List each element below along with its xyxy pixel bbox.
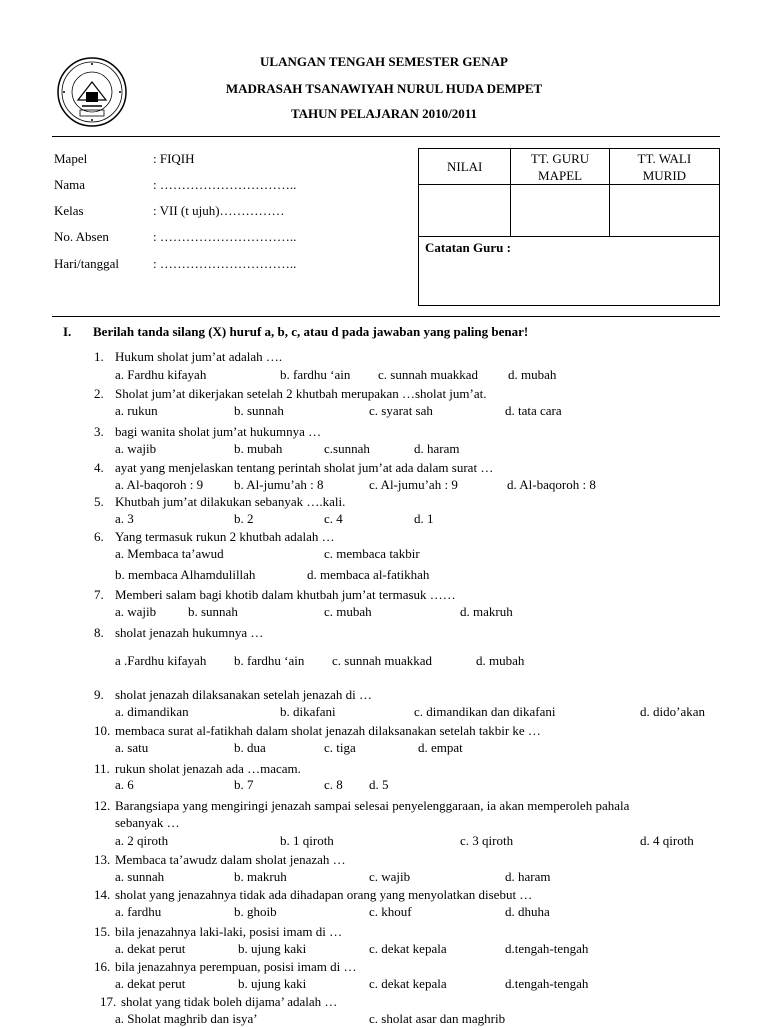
option-d[interactable]: d. 4 qiroth — [640, 833, 694, 848]
option-b[interactable]: b. 7 — [234, 777, 254, 792]
question-text: bila jenazahnya laki-laki, posisi imam di … — [115, 924, 343, 939]
option-a[interactable]: a. Membaca ta’awud — [115, 546, 224, 561]
question-number: 13. — [94, 852, 111, 867]
question-number: 5. — [94, 494, 104, 509]
question-text: bagi wanita sholat jum’at hukumnya … — [115, 424, 322, 439]
option-a[interactable]: a. Sholat maghrib dan isya’ — [115, 1011, 258, 1026]
field-value-nama[interactable]: : ………………………….. — [153, 177, 297, 192]
wali-signature-header — [609, 149, 719, 185]
nilai-cell[interactable] — [419, 185, 511, 237]
option-a[interactable]: a. wajib — [115, 441, 157, 456]
question-number: 3. — [94, 424, 104, 439]
option-c[interactable]: c. dekat kepala — [369, 976, 447, 991]
question-number: 10. — [94, 723, 111, 738]
nilai-header: NILAI — [419, 149, 511, 185]
question-text: sholat jenazah dilaksanakan setelah jenazah di … — [115, 687, 373, 702]
option-a[interactable]: a. 3 — [115, 511, 134, 526]
option-d[interactable]: d.tengah-tengah — [505, 941, 589, 956]
option-a[interactable]: a. sunnah — [115, 869, 165, 884]
section-instruction: Berilah tanda silang (X) huruf a, b, c, atau d pada jawaban yang paling benar! — [93, 324, 529, 339]
question-text: sholat yang jenazahnya tidak ada dihadapan orang yang menyolatkan disebut … — [115, 887, 533, 902]
field-label-tanggal: Hari/tanggal — [54, 256, 119, 271]
option-a[interactable]: a. 2 qiroth — [115, 833, 169, 848]
option-b[interactable]: b. dikafani — [280, 704, 336, 719]
option-b[interactable]: b. mubah — [234, 441, 283, 456]
field-value-absen[interactable]: : ………………………….. — [153, 229, 297, 244]
question-text: Hukum sholat jum’at adalah …. — [115, 349, 283, 364]
question-text: Membaca ta’awudz dalam sholat jenazah … — [115, 852, 346, 867]
question-number: 17. — [100, 994, 117, 1009]
guru-header-line1: TT. GURU — [530, 150, 590, 166]
field-label-mapel: Mapel — [54, 151, 88, 166]
school-logo-icon — [56, 56, 128, 128]
option-a[interactable]: a. fardhu — [115, 904, 162, 919]
option-a[interactable]: a .Fardhu kifayah — [115, 653, 207, 668]
guru-signature-cell[interactable] — [511, 185, 609, 237]
option-d[interactable]: d. membaca al-fatikhah — [307, 567, 430, 582]
question-text: Khutbah jum’at dilakukan sebanyak ….kali. — [115, 494, 346, 509]
wali-header-line1: TT. WALI — [637, 150, 692, 166]
teacher-notes-cell[interactable] — [419, 237, 720, 306]
question-number: 7. — [94, 587, 104, 602]
option-c[interactable]: c. 3 qiroth — [460, 833, 514, 848]
option-d[interactable]: d. 5 — [369, 777, 389, 792]
option-c[interactable]: c. syarat sah — [369, 403, 433, 418]
option-b[interactable]: b. makruh — [234, 869, 287, 884]
field-value-mapel: : FIQIH — [153, 151, 195, 166]
option-c[interactable]: c. 4 — [324, 511, 343, 526]
question-text: rukun sholat jenazah ada …macam. — [115, 761, 301, 776]
option-a[interactable]: a. wajib — [115, 604, 157, 619]
question-number: 4. — [94, 460, 104, 475]
option-d[interactable]: d. mubah — [476, 653, 525, 668]
question-number: 11. — [94, 761, 110, 776]
teacher-notes-label: Catatan Guru : — [425, 240, 511, 255]
question-number: 12. — [94, 798, 111, 813]
header-divider — [52, 136, 720, 137]
option-a[interactable]: a. dimandikan — [115, 704, 189, 719]
option-c[interactable]: c. sunnah muakkad — [378, 367, 479, 382]
option-d[interactable]: d. Al-baqoroh : 8 — [507, 477, 596, 492]
field-value-tanggal[interactable]: : ………………………….. — [153, 256, 297, 271]
option-c[interactable]: c. khouf — [369, 904, 412, 919]
option-c[interactable]: c. wajib — [369, 869, 411, 884]
question-number: 8. — [94, 625, 104, 640]
option-d[interactable]: d. 1 — [414, 511, 434, 526]
question-number: 16. — [94, 959, 111, 974]
option-d[interactable]: d. dido’akan — [640, 704, 705, 719]
question-number: 14. — [94, 887, 111, 902]
option-d[interactable]: d. tata cara — [505, 403, 562, 418]
option-b[interactable]: b. ujung kaki — [238, 976, 307, 991]
question-text-continued: sebanyak … — [115, 815, 180, 830]
option-c[interactable]: c. sholat asar dan maghrib — [369, 1011, 506, 1026]
option-a[interactable]: a. satu — [115, 740, 149, 755]
field-label-nama: Nama — [54, 177, 86, 192]
option-a[interactable]: a. dekat perut — [115, 976, 186, 991]
school-name: MADRASAH TSANAWIYAH NURUL HUDA DEMPET — [225, 81, 543, 96]
option-a[interactable]: a. dekat perut — [115, 941, 186, 956]
question-number: 2. — [94, 386, 104, 401]
section-divider — [52, 316, 720, 317]
exam-title: ULANGAN TENGAH SEMESTER GENAP — [260, 54, 508, 69]
question-text: Barangsiapa yang mengiringi jenazah sampai selesai penyelenggaraan, ia akan memperoleh pahala — [115, 798, 630, 813]
score-box — [418, 148, 720, 306]
option-a[interactable]: a. 6 — [115, 777, 134, 792]
option-d[interactable]: d.tengah-tengah — [505, 976, 589, 991]
option-d[interactable]: d. empat — [418, 740, 463, 755]
wali-signature-cell[interactable] — [609, 185, 719, 237]
option-d[interactable]: d. haram — [505, 869, 551, 884]
option-d[interactable]: d. mubah — [508, 367, 557, 382]
option-c[interactable]: c. Al-jumu’ah : 9 — [369, 477, 458, 492]
option-b[interactable]: b. sunnah — [188, 604, 238, 619]
question-text: membaca surat al-fatikhah dalam sholat jenazah dilaksanakan setelah takbir ke … — [115, 723, 541, 738]
option-c[interactable]: c. mubah — [324, 604, 372, 619]
question-text: sholat jenazah hukumnya … — [115, 625, 264, 640]
option-d[interactable]: d. makruh — [460, 604, 513, 619]
option-c[interactable]: c. membaca takbir — [324, 546, 420, 561]
field-label-absen: No. Absen — [54, 229, 109, 244]
question-text: bila jenazahnya perempuan, posisi imam di … — [115, 959, 357, 974]
field-value-kelas: : VII (t ujuh)…………… — [153, 203, 285, 218]
option-b[interactable]: b. 1 qiroth — [280, 833, 334, 848]
option-a[interactable]: a. rukun — [115, 403, 158, 418]
guru-header-line2: MAPEL — [538, 167, 583, 183]
option-a[interactable]: a. Al-baqoroh : 9 — [115, 477, 204, 492]
question-number: 1. — [94, 349, 104, 364]
option-c[interactable]: c. dekat kepala — [369, 941, 447, 956]
question-text: sholat yang tidak boleh dijama’ adalah … — [121, 994, 338, 1009]
option-b[interactable]: b. Al-jumu’ah : 8 — [234, 477, 324, 492]
option-a[interactable]: a. Fardhu kifayah — [115, 367, 207, 382]
question-number: 9. — [94, 687, 104, 702]
section-number: I. — [63, 324, 72, 339]
question-number: 15. — [94, 924, 111, 939]
question-text: Memberi salam bagi khotib dalam khutbah jum’at termasuk …… — [115, 587, 456, 602]
question-text: ayat yang menjelaskan tentang perintah sholat jum’at ada dalam surat … — [115, 460, 494, 475]
option-b[interactable]: b. ghoib — [234, 904, 277, 919]
option-b[interactable]: b. 2 — [234, 511, 254, 526]
option-b[interactable]: b. fardhu ‘ain — [280, 367, 351, 382]
option-b[interactable]: b. ujung kaki — [238, 941, 307, 956]
option-b[interactable]: b. fardhu ‘ain — [234, 653, 305, 668]
field-label-kelas: Kelas — [54, 203, 84, 218]
option-c[interactable]: c. tiga — [324, 740, 356, 755]
option-c[interactable]: c. dimandikan dan dikafani — [414, 704, 556, 719]
option-b[interactable]: b. membaca Alhamdulillah — [115, 567, 256, 582]
guru-signature-header — [511, 149, 609, 185]
question-text: Sholat jum’at dikerjakan setelah 2 khutbah merupakan …sholat jum’at. — [115, 386, 487, 401]
academic-year: TAHUN PELAJARAN 2010/2011 — [290, 106, 478, 121]
wali-header-line2: MURID — [642, 167, 687, 183]
option-d[interactable]: d. haram — [414, 441, 460, 456]
question-number: 6. — [94, 529, 104, 544]
option-c[interactable]: c.sunnah — [324, 441, 370, 456]
option-c[interactable]: c. 8 — [324, 777, 343, 792]
option-b[interactable]: b. sunnah — [234, 403, 284, 418]
option-d[interactable]: d. dhuha — [505, 904, 550, 919]
option-c[interactable]: c. sunnah muakkad — [332, 653, 433, 668]
question-text: Yang termasuk rukun 2 khutbah adalah … — [115, 529, 335, 544]
option-b[interactable]: b. dua — [234, 740, 266, 755]
